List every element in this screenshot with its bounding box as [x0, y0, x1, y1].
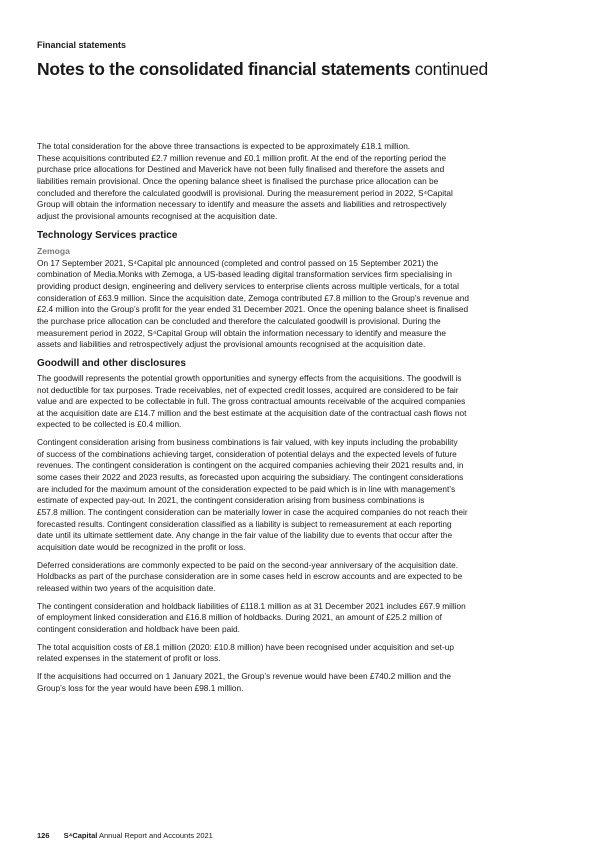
text-line: at the acquisition date are £14.7 million and the best estimate at the acquisition date of the contractual cash flows not	[37, 407, 467, 418]
text-line: of employment linked consideration and £16.8 million of holdbacks. During 2021, an amount of £25.2 million of	[37, 612, 442, 623]
report-name: Annual Report and Accounts 2021	[99, 831, 213, 840]
text-line: estimate of expected pay-out. In 2021, the contingent consideration arising from business combinations is	[37, 495, 425, 506]
text-line: liabilities remain provisional. Once the opening balance sheet is finalised the purchase price allocation can be	[37, 175, 439, 186]
text-line: released within two years of the acquisition date.	[37, 583, 216, 593]
text-line: £2.4 million into the Group’s profit for the year ended 31 December 2021. Once the opening balance sheet is finalised	[37, 304, 469, 315]
paragraph	[37, 642, 567, 665]
text-line: £57.8 million. The contingent consideration can be materially lower in case the acquired companies do not reach their	[37, 507, 468, 518]
page-number: 126	[37, 831, 50, 840]
text-line: forecasted results. Contingent consideration classified as a liability is subject to remeasurement at each reporting	[37, 518, 452, 529]
text-line: The total acquisition costs of £8.1 million (2020: £10.8 million) have been recognised under acquisition and set-up	[37, 641, 454, 652]
paragraph	[37, 437, 567, 554]
text-line: The contingent consideration and holdback liabilities of £118.1 million as at 31 December 2021 includes £67.9 million	[37, 600, 466, 611]
text-line: of success of the combinations achieving target, consideration of potential delays and the expected levels of future	[37, 448, 457, 459]
page-title-suffix: continued	[414, 59, 488, 79]
text-line: acquisition date would be recognized in the profit or loss.	[37, 542, 246, 553]
text-line: contingent consideration and holdback have been paid.	[37, 623, 240, 634]
heading-goodwill: Goodwill and other disclosures	[37, 357, 186, 369]
text-line: Deferred considerations are commonly expected to be paid on the second-year anniversary of the acquisition date.	[37, 559, 459, 570]
heading-technology-services: Technology Services practice	[37, 229, 178, 241]
text-line: purchase price allocations for Destined and Maverick have not been fully finalised and therefore the assets and	[37, 164, 445, 175]
text-line: These acquisitions contributed £2.7 million revenue and £0.1 million profit. At the end of the reporting period the	[37, 152, 447, 163]
brand-name: S⁴Capital	[63, 831, 98, 840]
text-line: Contingent consideration arising from business combinations is fair valued, with key inputs including the probability	[37, 437, 458, 448]
section-label: Financial statements	[37, 40, 127, 50]
text-line: revenues. The contingent consideration is contingent on the acquired companies achieving their 2021 results and, in	[37, 460, 464, 471]
paragraph	[37, 671, 567, 694]
paragraph	[37, 560, 567, 595]
text-line: the purchase price allocation can be concluded and therefore the calculated goodwill is provisional. During the	[37, 315, 441, 326]
text-line: assets and liabilities and retrospectively adjust the provisional amounts recognised at the acquisition date.	[37, 339, 426, 350]
page-body	[37, 141, 567, 700]
paragraph	[37, 373, 567, 431]
text-line: Holdbacks as part of the purchase consideration are in some cases held in escrow accounts and are expected to be	[37, 571, 463, 582]
text-line: measurement period in 2022, S⁴Capital Group will obtain the information necessary to identify and measure the	[37, 327, 446, 338]
text-line: date until its ultimate settlement date. Any change in the fair value of the liability due to events that occur after the	[37, 530, 453, 541]
text-line: value and are expected to be collectable in full. The gross contractual amounts receivable of the acquired companies	[37, 396, 466, 407]
text-line: The total consideration for the above three transactions is expected to be approximately £18.1 million.	[37, 141, 411, 151]
paragraph	[37, 141, 567, 223]
text-line: If the acquisitions had occurred on 1 January 2021, the Group’s revenue would have been £740.2 million and the	[37, 670, 452, 681]
text-line: related expenses in the statement of profit or loss.	[37, 653, 221, 664]
text-line: The goodwill represents the potential growth opportunities and synergy effects from the acquisitions. The goodwill is	[37, 372, 462, 383]
text-line: some cases their 2022 and 2023 results, as forecasted upon acquiring the subsidiary. The contingent considerations	[37, 472, 464, 483]
text-line: consideration of £63.9 million. Since the acquisition date, Zemoga contributed £7.8 million to the Group’s revenue and	[37, 292, 470, 303]
text-line: Group’s loss for the year would have been £98.1 million.	[37, 682, 244, 693]
text-line: Group will obtain the information necessary to identify and measure the assets and liabilities and retrospectively	[37, 199, 447, 210]
text-line: concluded and therefore the calculated goodwill is provisional. During the measurement period in 2022, S⁴Capital	[37, 187, 453, 198]
text-line: not deductible for tax purposes. Trade receivables, net of expected credit losses, acquired are considered to be fair	[37, 384, 459, 395]
text-line: are included for the maximum amount of the consideration expected to be paid which is in line with management’s	[37, 483, 456, 494]
text-line: On 17 September 2021, S⁴Capital plc announced (completed and control passed on 15 September 2021) the	[37, 257, 439, 268]
text-line: combination of Media.Monks with Zemoga, a US-based leading digital transformation services firm specialising in	[37, 269, 453, 280]
text-line: providing product design, engineering and delivery services to enterprise clients across multiple verticals, for a total	[37, 280, 459, 291]
paragraph	[37, 601, 567, 636]
text-line: adjust the provisional amounts recognised at the acquisition date.	[37, 210, 278, 221]
paragraph	[37, 258, 567, 351]
page-title	[37, 59, 488, 80]
text-line: expected to be collected is £0.4 million.	[37, 419, 182, 430]
page-footer	[37, 831, 213, 840]
page-title-main: Notes to the consolidated financial statements	[37, 59, 411, 79]
subheading-zemoga: Zemoga	[37, 245, 70, 256]
